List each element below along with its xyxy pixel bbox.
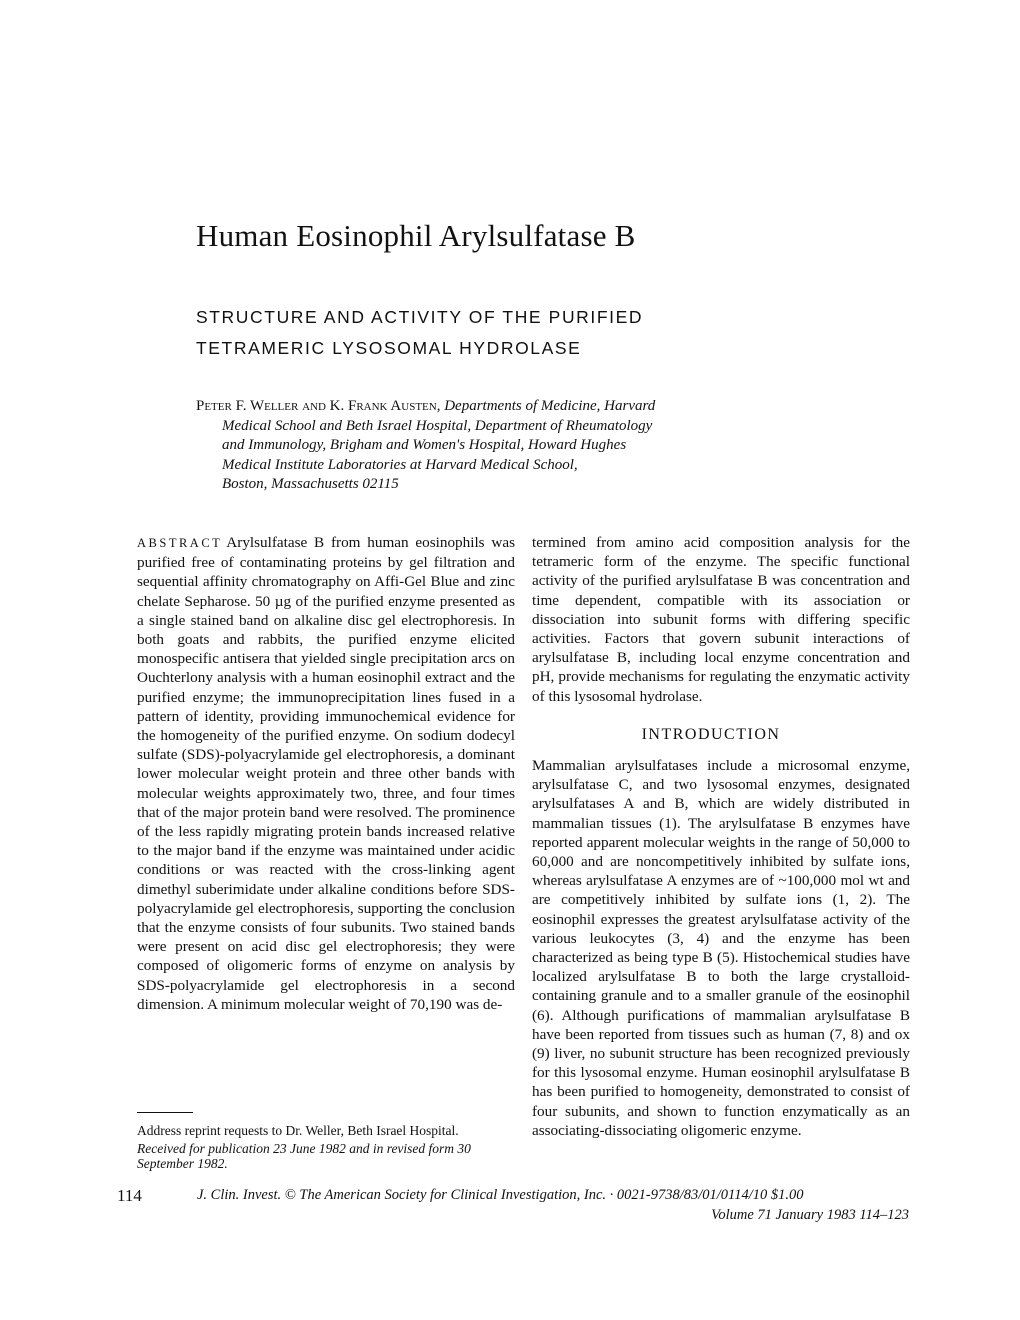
journal-footer — [197, 1186, 911, 1225]
abstract-text-right: termined from amino acid composition analysis for the tetrameric form of the enzyme. The specific functional activity of the purified arylsulfatase B was concentration and time dependent, compatible with its association or dissociation into subunit forms with differing specific activities. Factors that govern subunit interactions of arylsulfatase B, including local enzyme concentration and pH, provide mechanisms for regulating the enzymatic activity of this lysosomal hydrolase. — [532, 534, 910, 705]
subtitle-line-1: STRUCTURE AND ACTIVITY OF THE PURIFIED — [196, 307, 644, 327]
affiliation-line-3: and Immunology, Brigham and Women's Hospital, Howard Hughes — [222, 437, 627, 453]
author-line-1 — [196, 397, 896, 417]
right-column — [532, 533, 910, 1140]
affiliation-line-5: Boston, Massachusetts 02115 — [222, 476, 399, 492]
introduction-heading: INTRODUCTION — [641, 725, 781, 743]
article-subtitle — [196, 302, 896, 364]
footnote-rule — [137, 1112, 193, 1113]
affiliation-line-2: Medical School and Beth Israel Hospital, Department of Rheumatology — [222, 417, 653, 434]
journal-volume: Volume 71 January 1983 114–123 — [711, 1206, 909, 1223]
author-names: Peter F. Weller and K. Frank Austen, — [196, 398, 441, 414]
page-number: 114 — [117, 1186, 142, 1205]
subtitle-line-2: TETRAMERIC LYSOSOMAL HYDROLASE — [196, 338, 582, 358]
footnote-received: Received for publication 23 June 1982 and in revised form 30 September 1982. — [137, 1140, 471, 1171]
abstract-text-left: Arylsulfatase B from human eosinophils was purified free of contaminating proteins by gel filtration and sequential affinity chromatography on Affi-Gel Blue and zinc chelate Sepharose. 50 µg of the purified enzyme presented as a single stained band on alkaline disc gel electrophoresis. In both goats and rabbits, the purified enzyme elicited monospecific antisera that yielded single precipitation arcs on Ouchterlony analysis with a human eosinophil extract and the purified enzyme; the immunoprecipitation lines fused in a pattern of identity, providing immunochemical evidence for the homogeneity of the purified enzyme. On sodium dodecyl sulfate (SDS)-polyacrylamide gel electrophoresis, a dominant lower molecular weight protein and three other bands with molecular weights approximately two, three, and four times that of the major protein band were resolved. The prominence of the less rapidly migrating protein bands increased relative to the major band if the enzyme was maintained under acidic conditions or was reacted with the cross-linking agent dimethyl suberimidate under alkaline conditions before SDS-polyacrylamide gel electrophoresis, supporting the conclusion that the enzyme consists of four subunits. Two stained bands were present on acid disc gel electrophoresis; they were composed of oligomeric forms of enzyme on analysis by SDS-polyacrylamide gel electrophoresis in a second dimension. A minimum molecular weight of 70,190 was de- — [137, 534, 515, 1013]
introduction-text: Mammalian arylsulfatases include a microsomal enzyme, arylsulfatase C, and two lysosomal enzymes, designated arylsulfatases A and B, which are widely distributed in mammalian tissues (1). The arylsulfatase B enzymes have reported apparent molecular weights in the range of 50,000 to 60,000 and are noncompetitively inhibited by sulfate ions, whereas arylsulfatase A enzymes are of ~100,000 mol wt and are competitively inhibited by sulfate ions (1, 2). The eosinophil expresses the greatest arylsulfatase activity of the various leukocytes (3, 4) and the enzyme has been characterized as being type B (5). Histochemical studies have localized arylsulfatase B to both the large crystalloid-containing granule and to a smaller granule of the eosinophil (6). Although purifications of mammalian arylsulfatase B have been reported from tissues such as human (7, 8) and ox (9) liver, no subunit structure has been recognized previously for this lysosomal enzyme. Human eosinophil arylsulfatase B has been purified to homogeneity, demonstrated to consist of four subunits, and shown to function enzymatically as an associating-dissociating oligomeric enzyme. — [532, 757, 910, 1139]
abstract-paragraph — [137, 533, 515, 1014]
affiliation-line-1: Departments of Medicine, Harvard — [444, 398, 656, 414]
author-block — [196, 397, 896, 495]
affiliation-line-4: Medical Institute Laboratories at Harvard Medical School, — [222, 456, 578, 473]
abstract-label: ABSTRACT — [137, 536, 223, 550]
article-title: Human Eosinophil Arylsulfatase B — [196, 218, 636, 253]
left-column — [137, 533, 515, 1014]
journal-citation: J. Clin. Invest. © The American Society for Clinical Investigation, Inc. · 0021-9738/83/01/0114/10 $1.00 — [197, 1187, 804, 1203]
footnote-reprint: Address reprint requests to Dr. Weller, Beth Israel Hospital. — [137, 1123, 459, 1138]
footnotes — [137, 1123, 515, 1174]
